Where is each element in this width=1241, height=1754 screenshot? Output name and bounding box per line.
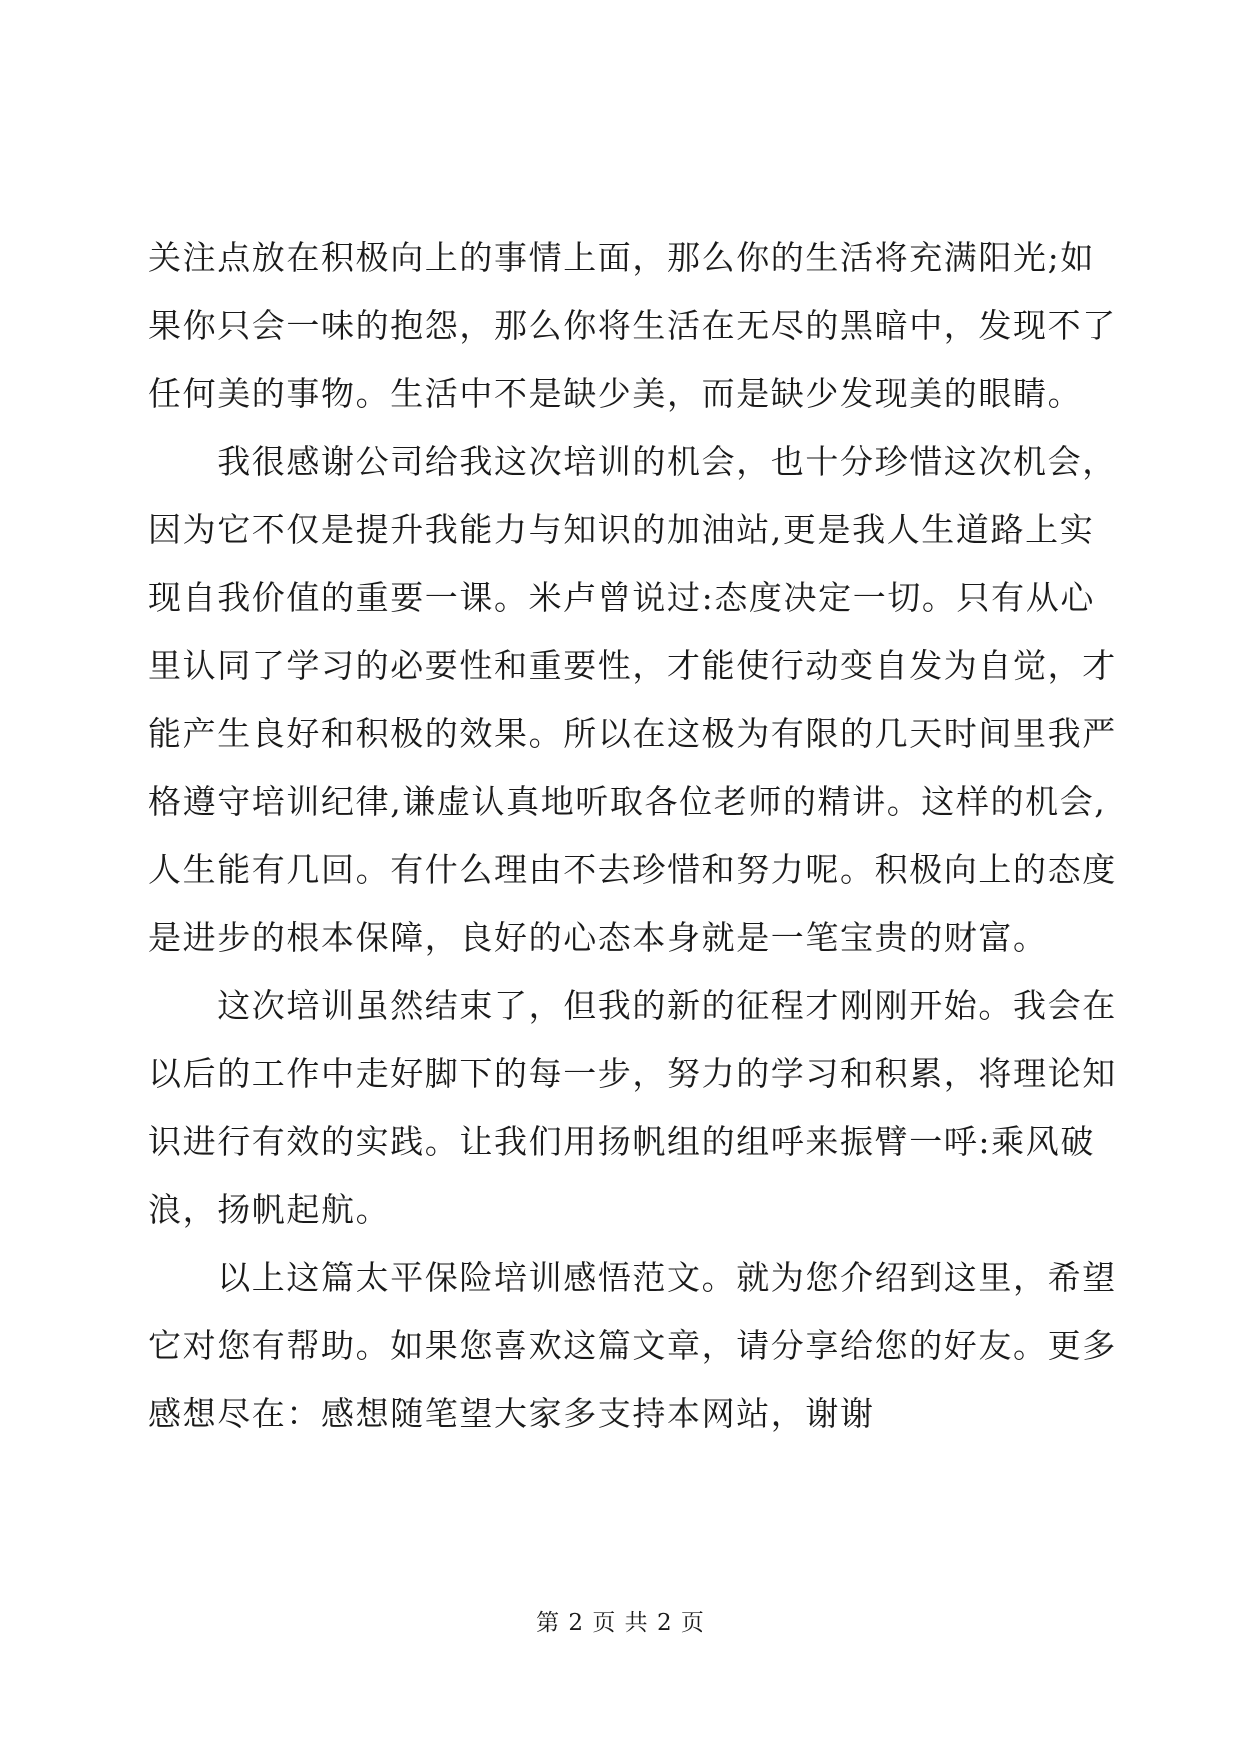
text-line: 是进步的根本保障，良好的心态本身就是一笔宝贵的财富。 (148, 918, 1048, 957)
text-line: 感想尽在：感想随笔望大家多支持本网站，谢谢 (148, 1394, 875, 1433)
text-line: 人生能有几回。有什么理由不去珍惜和努力呢。积极向上的态度 (148, 850, 1117, 889)
text-line: 里认同了学习的必要性和重要性，才能使行动变自发为自觉，才 (148, 646, 1117, 685)
text-line: 这次培训虽然结束了，但我的新的征程才刚刚开始。我会在 (148, 986, 1117, 1025)
text-line: 任何美的事物。生活中不是缺少美，而是缺少发现美的眼睛。 (148, 374, 1083, 413)
text-line: 格遵守培训纪律,谦虚认真地听取各位老师的精讲。这样的机会, (148, 782, 1107, 821)
text-line: 果你只会一味的抱怨，那么你将生活在无尽的黑暗中，发现不了 (148, 306, 1117, 345)
page-number-footer: 第 2 页 共 2 页 (536, 1610, 705, 1636)
text-line: 现自我价值的重要一课。米卢曾说过:态度决定一切。只有从心 (148, 578, 1095, 617)
text-line: 它对您有帮助。如果您喜欢这篇文章，请分享给您的好友。更多 (148, 1326, 1117, 1365)
text-line: 因为它不仅是提升我能力与知识的加油站,更是我人生道路上实 (148, 510, 1095, 549)
text-line: 关注点放在积极向上的事情上面，那么你的生活将充满阳光;如 (148, 238, 1095, 277)
text-line: 识进行有效的实践。让我们用扬帆组的组呼来振臂一呼:乘风破 (148, 1122, 1095, 1161)
text-line: 以上这篇太平保险培训感悟范文。就为您介绍到这里，希望 (148, 1258, 1117, 1297)
text-line: 能产生良好和积极的效果。所以在这极为有限的几天时间里我严 (148, 714, 1117, 753)
text-line: 我很感谢公司给我这次培训的机会，也十分珍惜这次机会， (148, 442, 1117, 481)
text-line: 以后的工作中走好脚下的每一步，努力的学习和积累，将理论知 (148, 1054, 1117, 1093)
text-line: 浪，扬帆起航。 (148, 1190, 391, 1229)
